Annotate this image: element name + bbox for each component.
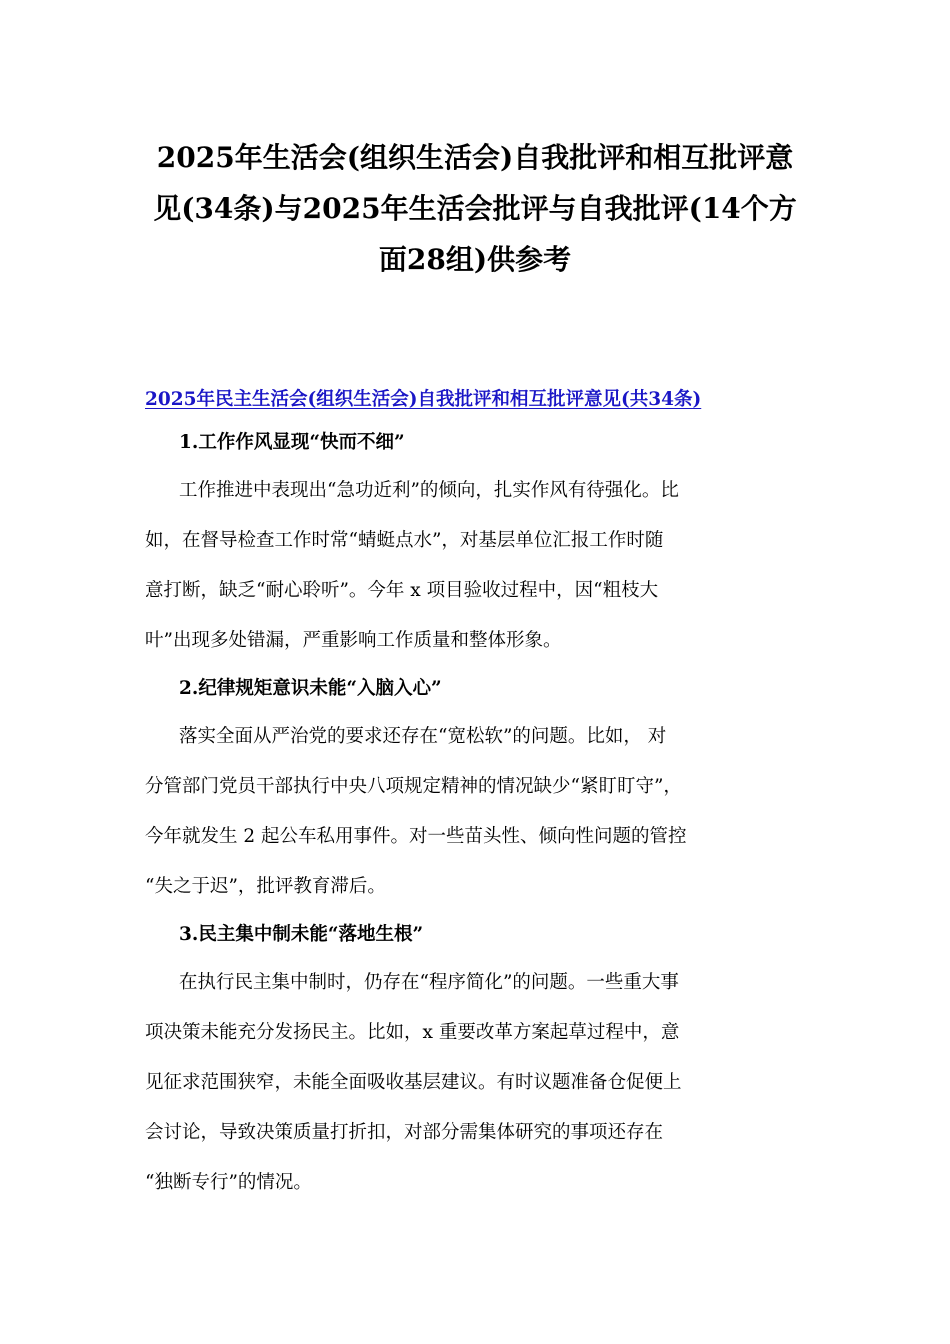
section-paragraph: [145, 712, 810, 912]
document-body: [145, 426, 810, 1214]
paragraph-line: 会讨论，导致决策质量打折扣，对部分需集体研究的事项还存在: [145, 1122, 664, 1143]
paragraph-line: 今年就发生 2 起公车私用事件。对一些苗头性、倾向性问题的管控: [145, 826, 687, 847]
section-3: [145, 918, 810, 1208]
paragraph-line: 落实全面从严治党的要求还存在“宽松软”的问题。比如， 对: [179, 726, 667, 747]
document-title: [140, 132, 810, 285]
section-paragraph: [145, 466, 810, 666]
section-heading: 1.工作作风显现“快而不细”: [179, 432, 405, 453]
paragraph-line: “独断专行”的情况。: [145, 1172, 312, 1193]
paragraph-line: 工作推进中表现出“急功近利”的倾向，扎实作风有待强化。比: [179, 480, 679, 501]
toc-link[interactable]: 2025年民主生活会(组织生活会)自我批评和相互批评意见(共34条): [145, 389, 702, 410]
paragraph-line: 在执行民主集中制时，仍存在“程序简化”的问题。一些重大事: [179, 972, 679, 993]
paragraph-line: “失之于迟”，批评教育滞后。: [145, 876, 386, 897]
paragraph-line: 项决策未能充分发扬民主。比如，x 重要改革方案起草过程中，意: [145, 1022, 680, 1043]
paragraph-line: 叶”出现多处错漏，严重影响工作质量和整体形象。: [145, 630, 562, 651]
paragraph-line: 意打断，缺乏“耐心聆听”。今年 x 项目验收过程中，因“粗枝大: [145, 580, 659, 601]
title-line-3: 面28组)供参考: [378, 243, 572, 276]
paragraph-line: 见征求范围狭窄，未能全面吸收基层建议。有时议题准备仓促便上: [145, 1072, 682, 1093]
section-1: [145, 426, 810, 666]
title-line-2: 见(34条)与2025年生活会批评与自我批评(14个方: [153, 192, 797, 225]
paragraph-line: 分管部门党员干部执行中央八项规定精神的情况缺少“紧盯盯守”，: [145, 776, 682, 797]
title-line-1: 2025年生活会(组织生活会)自我批评和相互批评意: [156, 141, 794, 174]
section-paragraph: [145, 958, 810, 1208]
section-2: [145, 672, 810, 912]
section-heading: 3.民主集中制未能“落地生根”: [179, 924, 424, 945]
paragraph-line: 如，在督导检查工作时常“蜻蜓点水”，对基层单位汇报工作时随: [145, 530, 664, 551]
section-heading: 2.纪律规矩意识未能“入脑入心”: [179, 678, 442, 699]
